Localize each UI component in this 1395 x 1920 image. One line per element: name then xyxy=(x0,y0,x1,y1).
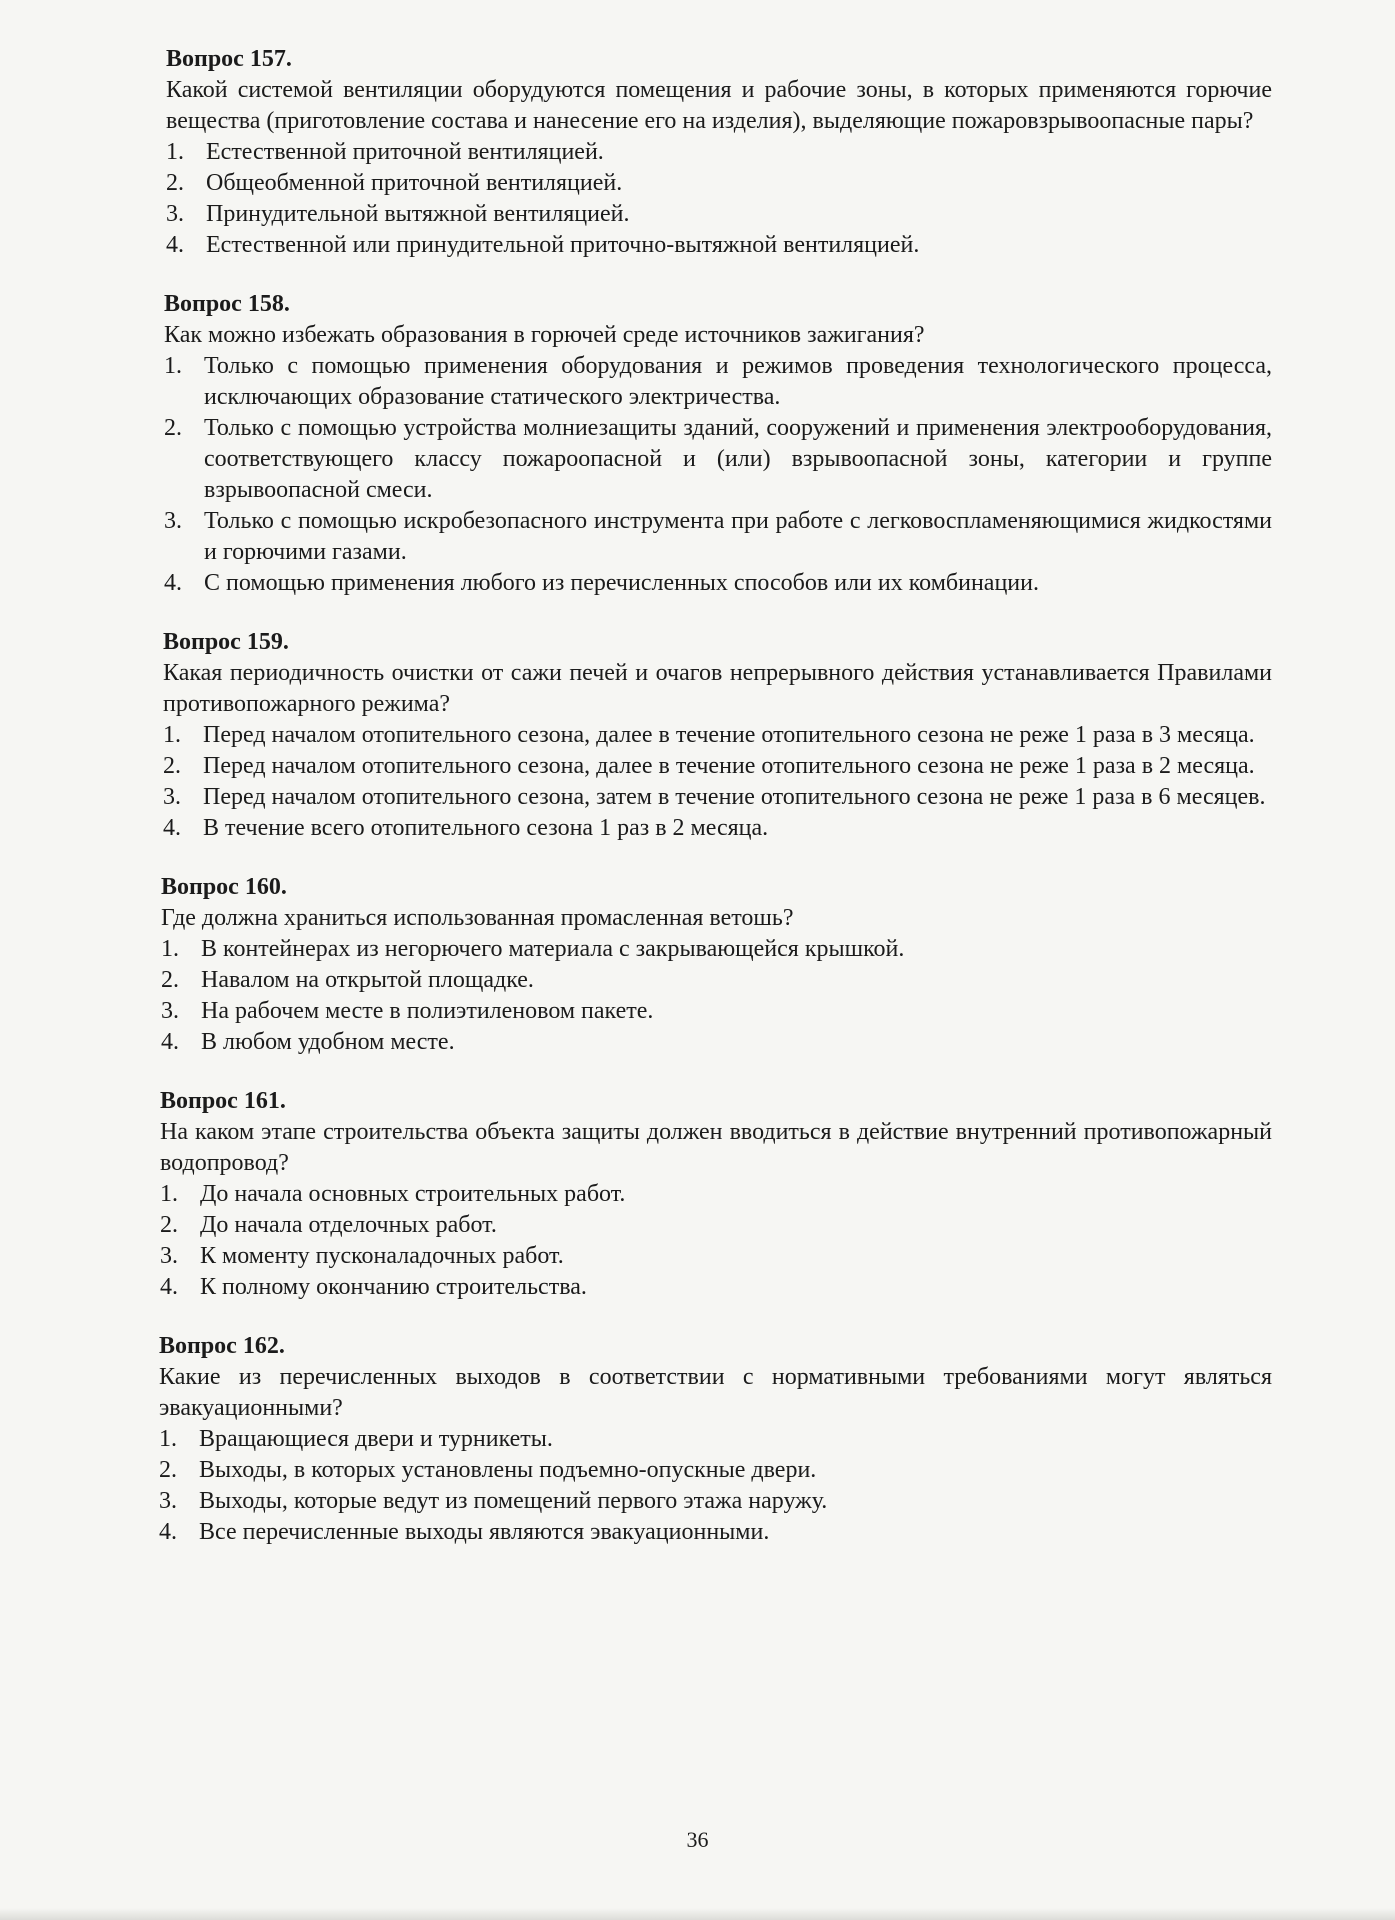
answer-option xyxy=(159,1424,1272,1455)
question-block xyxy=(166,44,1272,261)
question-title: Вопрос 162. xyxy=(159,1333,285,1359)
answer-option xyxy=(163,782,1272,813)
answer-text: Принудительной вытяжной вентиляцией. xyxy=(206,201,630,227)
answer-text: С помощью применения любого из перечисленных способов или их комбинации. xyxy=(204,570,1039,596)
answer-text: До начала отделочных работ. xyxy=(200,1212,497,1238)
answer-option xyxy=(159,1455,1272,1486)
question-title: Вопрос 157. xyxy=(166,46,292,72)
answer-number: 1. xyxy=(161,936,179,962)
answer-number: 4. xyxy=(160,1274,178,1300)
answer-text: Выходы, которые ведут из помещений первого этажа наружу. xyxy=(199,1488,828,1514)
answer-number: 2. xyxy=(166,170,184,196)
page-number: 36 xyxy=(686,1827,709,1852)
answer-option xyxy=(164,351,1272,413)
answer-text: Общеобменной приточной вентиляцией. xyxy=(206,170,623,196)
document-page xyxy=(160,44,1272,1576)
question-block xyxy=(160,1086,1272,1303)
answer-number: 4. xyxy=(161,1029,179,1055)
answer-list xyxy=(161,934,1272,1058)
answer-text: К полному окончанию строительства. xyxy=(200,1274,587,1300)
answer-text: Перед началом отопительного сезона, далее в течение отопительного сезона не реже 1 раза в 2 месяца. xyxy=(203,753,1255,779)
answer-list xyxy=(164,351,1272,599)
answer-number: 2. xyxy=(164,415,182,441)
answer-list xyxy=(163,720,1272,844)
answer-number: 2. xyxy=(163,753,181,779)
answer-option xyxy=(166,199,1272,230)
answer-number: 3. xyxy=(164,508,182,534)
answer-option xyxy=(164,568,1272,599)
answer-text: В любом удобном месте. xyxy=(201,1029,455,1055)
answer-option xyxy=(159,1486,1272,1517)
question-text: На каком этапе строительства объекта защиты должен вводиться в действие внутренний противопожарный водопровод? xyxy=(160,1119,1272,1176)
answer-list xyxy=(160,1179,1272,1303)
answer-list xyxy=(166,137,1272,261)
answer-option xyxy=(163,751,1272,782)
answer-option xyxy=(163,813,1272,844)
answer-option xyxy=(159,1517,1272,1548)
answer-option xyxy=(166,168,1272,199)
answer-text: Только с помощью искробезопасного инструмента при работе с легковоспламеняющимися жидкостями и горючими газами. xyxy=(204,508,1272,565)
answer-option xyxy=(166,137,1272,168)
answer-text: Естественной или принудительной приточно-вытяжной вентиляцией. xyxy=(206,232,920,258)
answer-text: Естественной приточной вентиляцией. xyxy=(206,139,604,165)
answer-number: 3. xyxy=(160,1243,178,1269)
answer-option xyxy=(166,230,1272,261)
answer-number: 1. xyxy=(160,1181,178,1207)
question-text: Какая периодичность очистки от сажи печей и очагов непрерывного действия устанавливается Правилами противопожарного режима? xyxy=(163,660,1272,717)
answer-option xyxy=(164,413,1272,506)
answer-text: До начала основных строительных работ. xyxy=(200,1181,626,1207)
answer-option xyxy=(161,996,1272,1027)
answer-text: Перед началом отопительного сезона, затем в течение отопительного сезона не реже 1 раза в 6 месяцев. xyxy=(203,784,1266,810)
answer-text: В течение всего отопительного сезона 1 раз в 2 месяца. xyxy=(203,815,769,841)
answer-number: 2. xyxy=(159,1457,177,1483)
question-title: Вопрос 158. xyxy=(164,291,290,317)
question-text: Где должна храниться использованная промасленная ветошь? xyxy=(161,905,794,931)
answer-number: 4. xyxy=(164,570,182,596)
answer-number: 1. xyxy=(164,353,182,379)
scan-edge xyxy=(0,1908,1395,1920)
answer-number: 3. xyxy=(159,1488,177,1514)
answer-text: Навалом на открытой площадке. xyxy=(201,967,534,993)
answer-number: 2. xyxy=(161,967,179,993)
answer-number: 4. xyxy=(159,1519,177,1545)
question-text: Какой системой вентиляции оборудуются помещения и рабочие зоны, в которых применяются горючие вещества (приготовление состава и нанесение его на изделия), выделяющие пожаровзрывоопасные пары? xyxy=(166,77,1272,134)
answer-option xyxy=(163,720,1272,751)
question-block xyxy=(164,289,1272,599)
answer-number: 3. xyxy=(163,784,181,810)
answer-number: 4. xyxy=(166,232,184,258)
answer-text: Выходы, в которых установлены подъемно-опускные двери. xyxy=(199,1457,817,1483)
question-block xyxy=(159,1331,1272,1548)
answer-number: 1. xyxy=(163,722,181,748)
answer-text: В контейнерах из негорючего материала с закрывающейся крышкой. xyxy=(201,936,905,962)
answer-text: Перед началом отопительного сезона, далее в течение отопительного сезона не реже 1 раза в 3 месяца. xyxy=(203,722,1255,748)
answer-text: На рабочем месте в полиэтиленовом пакете. xyxy=(201,998,654,1024)
answer-text: Только с помощью применения оборудования и режимов проведения технологического процесса, исключающих образование статического электричества. xyxy=(204,353,1272,410)
answer-number: 1. xyxy=(159,1426,177,1452)
answer-option xyxy=(160,1179,1272,1210)
answer-option xyxy=(160,1210,1272,1241)
answer-list xyxy=(159,1424,1272,1548)
question-title: Вопрос 161. xyxy=(160,1088,286,1114)
question-title: Вопрос 159. xyxy=(163,629,289,655)
question-block xyxy=(163,627,1272,844)
question-text: Какие из перечисленных выходов в соответствии с нормативными требованиями могут являться эвакуационными? xyxy=(159,1364,1272,1421)
answer-option xyxy=(164,506,1272,568)
answer-text: Только с помощью устройства молниезащиты зданий, сооружений и применения электрооборудования, соответствующего классу пожароопасной и (или) взрывоопасной зоны, категории и группе взрывоопасной смеси. xyxy=(204,415,1272,503)
question-block xyxy=(161,872,1272,1058)
answer-number: 1. xyxy=(166,139,184,165)
answer-number: 3. xyxy=(166,201,184,227)
answer-option xyxy=(161,1027,1272,1058)
answer-number: 4. xyxy=(163,815,181,841)
answer-text: К моменту пусконаладочных работ. xyxy=(200,1243,564,1269)
answer-number: 2. xyxy=(160,1212,178,1238)
answer-option xyxy=(161,965,1272,996)
answer-option xyxy=(161,934,1272,965)
question-text: Как можно избежать образования в горючей среде источников зажигания? xyxy=(164,322,925,348)
answer-option xyxy=(160,1272,1272,1303)
answer-text: Все перечисленные выходы являются эвакуационными. xyxy=(199,1519,770,1545)
answer-option xyxy=(160,1241,1272,1272)
answer-text: Вращающиеся двери и турникеты. xyxy=(199,1426,553,1452)
answer-number: 3. xyxy=(161,998,179,1024)
question-title: Вопрос 160. xyxy=(161,874,287,900)
